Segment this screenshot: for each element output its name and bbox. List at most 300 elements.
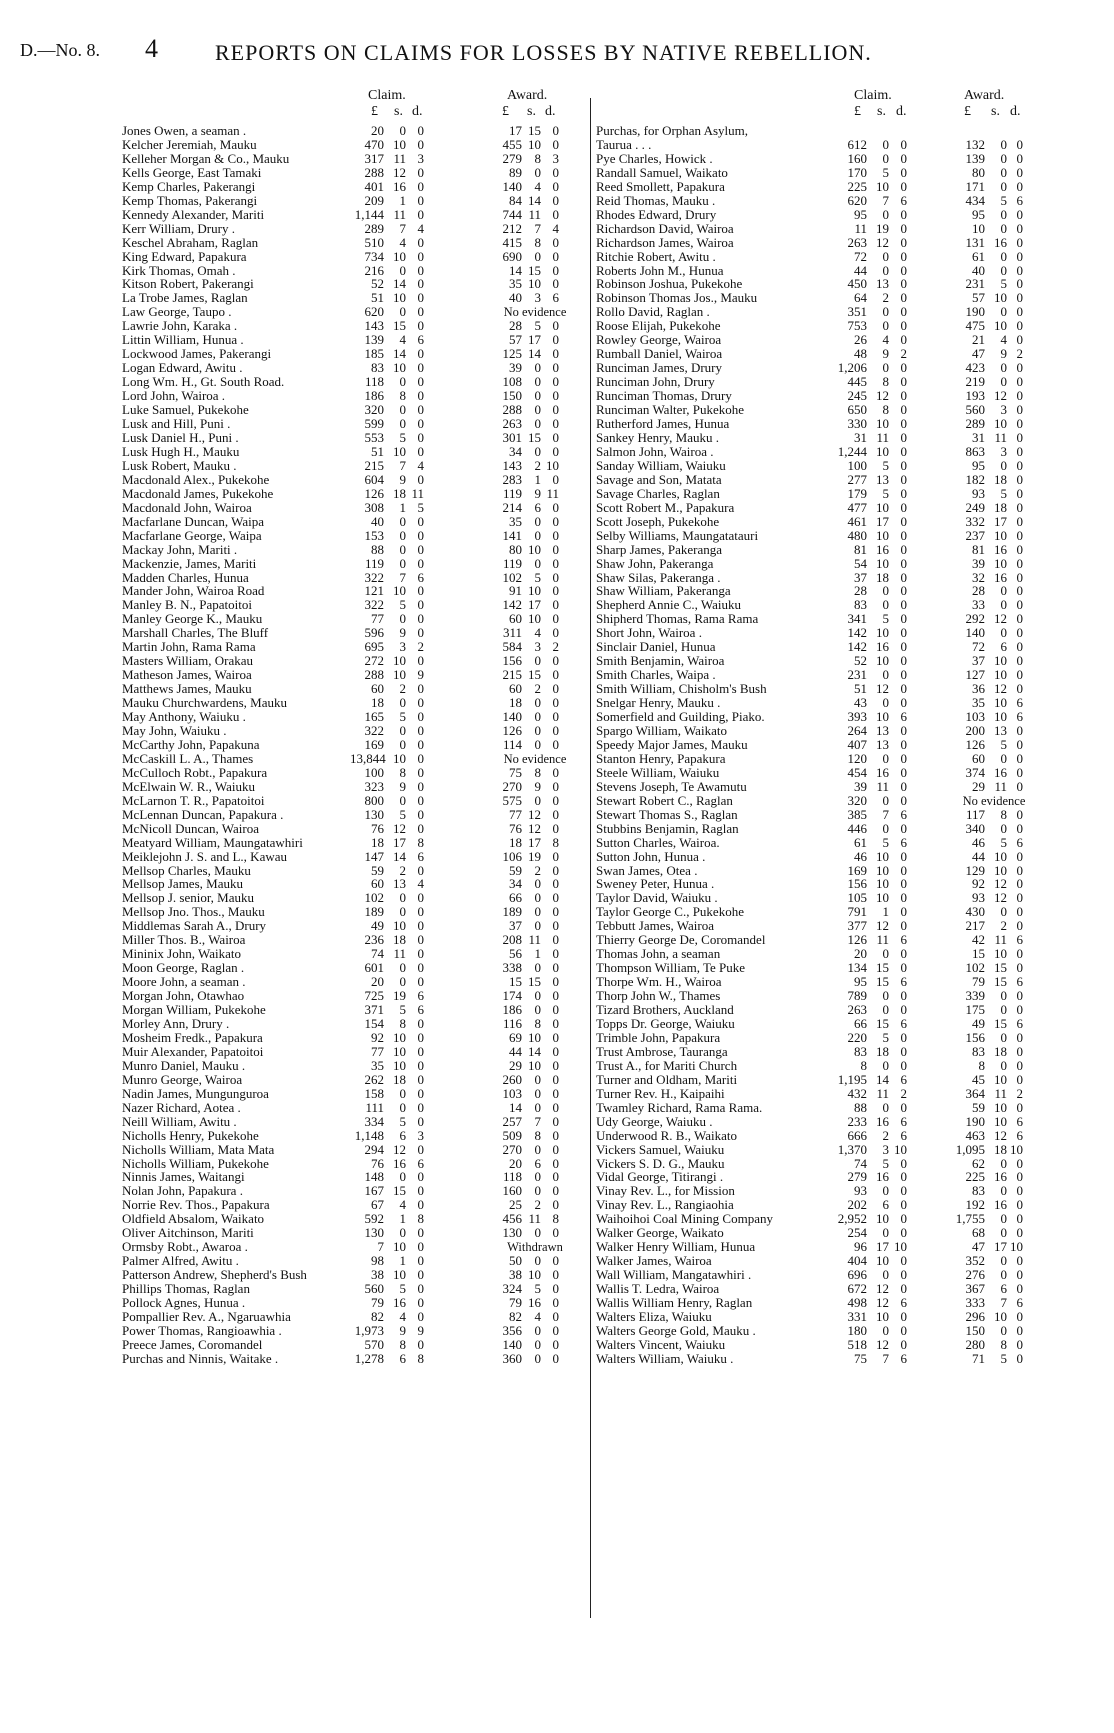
- table-row: [596, 152, 1060, 166]
- claimant-name: Stewart Robert C., Raglan: [596, 793, 733, 808]
- award-shillings: 19: [528, 848, 541, 864]
- claim-shillings: 11: [876, 1085, 889, 1101]
- award-pounds: 292: [965, 611, 985, 627]
- award-pounds: 20: [509, 1155, 522, 1171]
- claimant-name: Savage and Son, Matata: [596, 472, 722, 487]
- claim-pence: 0: [417, 262, 424, 278]
- award-shillings: 0: [1000, 583, 1007, 599]
- claim-shillings: 6: [882, 1197, 889, 1213]
- award-pence: 0: [1016, 1309, 1023, 1325]
- claimant-name: Tizard Brothers, Auckland: [596, 1003, 734, 1018]
- award-pounds: 270: [502, 778, 522, 794]
- award-shillings: 0: [534, 513, 541, 529]
- table-row: [122, 1129, 588, 1143]
- award-pounds: 455: [502, 136, 522, 152]
- table-row: [596, 640, 1060, 654]
- table-row: [122, 850, 588, 864]
- award-pounds: 215: [502, 667, 522, 683]
- table-row: [122, 905, 588, 919]
- claimant-name: Wallis William Henry, Raglan: [596, 1296, 753, 1311]
- claimant-name: Vidal George, Titirangi .: [596, 1170, 724, 1185]
- award-pence: 0: [1016, 513, 1023, 529]
- claim-shillings: 12: [876, 388, 889, 404]
- award-pounds: 140: [965, 625, 985, 641]
- award-shillings: 0: [534, 360, 541, 376]
- claim-shillings: 15: [876, 974, 889, 990]
- claim-pounds: 72: [854, 248, 867, 264]
- award-pence: 0: [552, 374, 559, 390]
- award-shillings: 11: [528, 932, 541, 948]
- claimant-name: Long Wm. H., Gt. South Road.: [122, 375, 285, 390]
- award-pounds: 91: [509, 583, 522, 599]
- claimant-name: Swan James, Otea .: [596, 863, 698, 878]
- claim-shillings: 8: [399, 764, 406, 780]
- award-pence: 0: [552, 918, 559, 934]
- award-pence: 0: [1016, 848, 1023, 864]
- table-row: [596, 1254, 1060, 1268]
- award-pence: 0: [552, 527, 559, 543]
- claim-pounds: 209: [364, 192, 384, 208]
- award-pounds: 83: [972, 1043, 985, 1059]
- award-pence: 0: [552, 681, 559, 697]
- claim-pounds: 130: [364, 806, 384, 822]
- award-pounds: 130: [502, 1225, 522, 1241]
- table-row: [596, 1073, 1060, 1087]
- claim-shillings: 0: [399, 792, 406, 808]
- award-shillings: 10: [994, 1099, 1007, 1115]
- claimant-name: Macfarlane George, Waipa: [122, 528, 262, 543]
- claim-pounds: 695: [364, 639, 384, 655]
- claim-shillings: 19: [876, 220, 889, 236]
- award-shillings: 10: [994, 416, 1007, 432]
- claim-pounds: 518: [847, 1336, 867, 1352]
- claim-pence: 0: [900, 988, 907, 1004]
- table-row: [122, 710, 588, 724]
- award-pounds: 114: [502, 736, 522, 752]
- award-shillings: 0: [1000, 597, 1007, 613]
- award-pence: 0: [552, 402, 559, 418]
- claimant-name: Morgan John, Otawhao: [122, 989, 245, 1004]
- award-pounds: 84: [509, 192, 522, 208]
- claim-pounds: 288: [364, 164, 384, 180]
- award-pence: 0: [1016, 1350, 1023, 1366]
- claimant-name: Sharp James, Pakeranga: [596, 542, 722, 557]
- claim-shillings: 12: [393, 1141, 406, 1157]
- claimant-name: Shaw John, Pakeranga: [596, 556, 714, 571]
- claim-pounds: 592: [364, 1211, 384, 1227]
- claim-shillings: 10: [876, 555, 889, 571]
- award-pounds: 340: [965, 820, 985, 836]
- table-row: [122, 445, 588, 459]
- award-pence: 0: [1016, 764, 1023, 780]
- claim-pounds: 28: [854, 583, 867, 599]
- claim-shillings: 0: [399, 695, 406, 711]
- table-row: [596, 571, 1060, 585]
- claim-shillings: 13: [876, 471, 889, 487]
- claim-shillings: 2: [399, 681, 406, 697]
- award-shillings: 8: [534, 764, 541, 780]
- claim-pence: 0: [900, 583, 907, 599]
- award-pounds: 89: [509, 164, 522, 180]
- claim-pence: 0: [900, 499, 907, 515]
- award-pence: 0: [552, 1281, 559, 1297]
- table-row: [122, 1170, 588, 1184]
- award-shillings: 0: [1000, 625, 1007, 641]
- award-pounds: 200: [965, 722, 985, 738]
- award-pence: 0: [1016, 429, 1023, 445]
- claimant-name: Trust A., for Mariti Church: [596, 1058, 738, 1073]
- award-pounds: 192: [965, 1197, 985, 1213]
- claim-pounds: 118: [364, 374, 384, 390]
- claim-pence: 2: [900, 346, 907, 362]
- claim-pence: 6: [417, 332, 424, 348]
- claim-pounds: 791: [847, 904, 867, 920]
- table-row: [596, 138, 1060, 152]
- award-pounds: 28: [972, 583, 985, 599]
- table-row: [122, 584, 588, 598]
- award-pence: 0: [1016, 750, 1023, 766]
- table-row: [596, 654, 1060, 668]
- claim-pence: 0: [417, 862, 424, 878]
- award-pounds: 60: [509, 611, 522, 627]
- award-shillings: 0: [1000, 820, 1007, 836]
- claim-shillings: 16: [876, 1169, 889, 1185]
- award-pounds: 131: [965, 234, 985, 250]
- claim-pence: 0: [417, 1295, 424, 1311]
- claim-shillings: 7: [882, 1350, 889, 1366]
- award-pence: 0: [552, 360, 559, 376]
- claim-shillings: 0: [882, 1183, 889, 1199]
- claim-pounds: 18: [371, 834, 384, 850]
- table-row: [596, 1059, 1060, 1073]
- award-pounds: 82: [509, 1309, 522, 1325]
- award-pounds: 249: [965, 499, 985, 515]
- table-row: [122, 654, 588, 668]
- claim-shillings: 5: [399, 709, 406, 725]
- award-shillings: 14: [528, 192, 541, 208]
- claim-pounds: 98: [371, 1253, 384, 1269]
- claim-pounds: 432: [847, 1085, 867, 1101]
- claim-pence: 0: [900, 276, 907, 292]
- award-pence: 2: [552, 639, 559, 655]
- claim-pounds: 11: [854, 220, 867, 236]
- award-shillings: 0: [534, 1169, 541, 1185]
- table-row: [596, 822, 1060, 836]
- award-pounds: 415: [502, 234, 522, 250]
- claim-pence: 6: [900, 1071, 907, 1087]
- award-pence: 0: [1016, 653, 1023, 669]
- table-row: [122, 152, 588, 166]
- claim-pounds: 43: [854, 695, 867, 711]
- claim-pence: 0: [900, 416, 907, 432]
- claimant-name: McCulloch Robt., Papakura: [122, 765, 268, 780]
- claimant-name: Vickers S. D. G., Mauku: [596, 1156, 725, 1171]
- claim-pence: 0: [417, 1029, 424, 1045]
- claim-pence: 0: [900, 1197, 907, 1213]
- claim-pence: 6: [900, 834, 907, 850]
- claim-pounds: 61: [854, 834, 867, 850]
- claim-pounds: 153: [364, 527, 384, 543]
- claim-heading: Claim.: [368, 88, 406, 103]
- claim-pounds: 83: [854, 597, 867, 613]
- claim-pence: 0: [900, 736, 907, 752]
- table-row: [122, 864, 588, 878]
- claim-pence: 3: [417, 1127, 424, 1143]
- award-pence: 0: [552, 667, 559, 683]
- claim-shillings: 0: [882, 1225, 889, 1241]
- award-pence: 0: [552, 1309, 559, 1325]
- claim-pence: 0: [900, 681, 907, 697]
- pounds-heading: £: [964, 104, 971, 119]
- claim-pence: 0: [417, 904, 424, 920]
- claimant-name: Twamley Richard, Rama Rama.: [596, 1100, 763, 1115]
- award-pounds: 35: [972, 695, 985, 711]
- award-pounds: 35: [509, 276, 522, 292]
- claimant-name: Kells George, East Tamaki: [122, 165, 262, 180]
- claim-pounds: 67: [371, 1197, 384, 1213]
- award-pounds: 456: [502, 1211, 522, 1227]
- table-row: [596, 612, 1060, 626]
- claim-shillings: 12: [876, 234, 889, 250]
- claim-pence: 0: [417, 681, 424, 697]
- claim-pence: 0: [417, 709, 424, 725]
- table-row: [122, 459, 588, 473]
- claim-pence: 0: [417, 471, 424, 487]
- claim-pence: 0: [900, 1322, 907, 1338]
- award-pounds: 40: [509, 290, 522, 306]
- claim-shillings: 0: [399, 1169, 406, 1185]
- award-pence: 0: [1016, 276, 1023, 292]
- claim-pence: 0: [417, 192, 424, 208]
- award-pounds: 193: [965, 388, 985, 404]
- table-row: [596, 557, 1060, 571]
- claim-pounds: 100: [847, 457, 867, 473]
- table-row: [122, 668, 588, 682]
- claim-pence: 0: [417, 625, 424, 641]
- table-row: [596, 919, 1060, 933]
- award-pounds: 10: [972, 220, 985, 236]
- claim-pounds: 320: [364, 402, 384, 418]
- award-pence: 0: [1016, 569, 1023, 585]
- award-pence: 0: [1016, 862, 1023, 878]
- award-pence: 0: [552, 764, 559, 780]
- claimant-name: Rhodes Edward, Drury: [596, 207, 717, 222]
- award-note: No evidence: [962, 793, 1026, 808]
- claimant-name: McElwain W. R., Waiuku: [122, 779, 256, 794]
- claimant-name: Smith William, Chisholm's Bush: [596, 682, 767, 697]
- claimant-name: Wall William, Mangatawhiri .: [596, 1268, 752, 1283]
- claimant-name: Vinay Rev. L., for Mission: [596, 1184, 735, 1199]
- award-pence: 0: [552, 876, 559, 892]
- award-pence: 0: [552, 1322, 559, 1338]
- award-pence: 0: [1016, 374, 1023, 390]
- claim-shillings: 12: [876, 1281, 889, 1297]
- claim-shillings: 5: [882, 834, 889, 850]
- claim-shillings: 10: [876, 443, 889, 459]
- claimant-name: Meiklejohn J. S. and L., Kawau: [122, 849, 288, 864]
- award-pence: 0: [552, 178, 559, 194]
- claim-shillings: 16: [393, 1155, 406, 1171]
- claim-pounds: 220: [847, 1029, 867, 1045]
- table-row: [596, 1170, 1060, 1184]
- claim-pence: 6: [417, 988, 424, 1004]
- claim-shillings: 5: [399, 429, 406, 445]
- claim-pounds: 46: [854, 848, 867, 864]
- award-pounds: 18: [509, 834, 522, 850]
- award-pence: 0: [1016, 611, 1023, 627]
- award-shillings: 0: [1000, 136, 1007, 152]
- claim-pence: 0: [900, 862, 907, 878]
- claim-pence: 0: [417, 932, 424, 948]
- award-shillings: 0: [534, 876, 541, 892]
- claimant-name: Kirk Thomas, Omah .: [122, 263, 236, 278]
- table-row: [122, 543, 588, 557]
- award-shillings: 12: [528, 806, 541, 822]
- claimant-name: Ninnis James, Waitangi: [122, 1170, 245, 1185]
- table-row: [122, 682, 588, 696]
- claim-shillings: 5: [399, 597, 406, 613]
- claim-pence: 0: [417, 429, 424, 445]
- claimant-name: Kelleher Morgan & Co., Mauku: [122, 151, 290, 166]
- claim-shillings: 0: [882, 1322, 889, 1338]
- claim-pounds: 35: [371, 1057, 384, 1073]
- award-pounds: 156: [502, 653, 522, 669]
- table-row: [122, 417, 588, 431]
- claimant-name: Scott Joseph, Pukekohe: [596, 514, 720, 529]
- table-row: [596, 389, 1060, 403]
- claim-pence: 0: [900, 555, 907, 571]
- claim-shillings: 4: [399, 332, 406, 348]
- award-pence: 0: [552, 1085, 559, 1101]
- table-row: [122, 529, 588, 543]
- claimant-name: Selby Williams, Maungatatauri: [596, 528, 759, 543]
- claim-pounds: 38: [371, 1267, 384, 1283]
- table-row: [596, 710, 1060, 724]
- award-shillings: 4: [534, 625, 541, 641]
- award-pence: 0: [552, 848, 559, 864]
- claim-shillings: 10: [876, 653, 889, 669]
- award-shillings: 14: [528, 346, 541, 362]
- claim-pence: 0: [900, 946, 907, 962]
- award-shillings: 6: [1000, 1281, 1007, 1297]
- award-pounds: 79: [972, 974, 985, 990]
- claim-pence: 0: [417, 346, 424, 362]
- claimant-name: Kemp Charles, Pakerangi: [122, 179, 256, 194]
- table-row: [596, 515, 1060, 529]
- left-column-header: [122, 88, 588, 124]
- claimant-name: Littin William, Hunua .: [122, 333, 244, 348]
- table-row: [596, 1338, 1060, 1352]
- claim-shillings: 0: [399, 1085, 406, 1101]
- award-pounds: 257: [502, 1113, 522, 1129]
- table-row: [122, 222, 588, 236]
- claim-pence: 0: [417, 1309, 424, 1325]
- award-shillings: 0: [534, 890, 541, 906]
- award-shillings: 6: [1000, 639, 1007, 655]
- award-pounds: 175: [965, 1002, 985, 1018]
- claimant-name: Underwood R. B., Waikato: [596, 1128, 737, 1143]
- award-shillings: 1: [534, 946, 541, 962]
- award-pence: 0: [552, 597, 559, 613]
- table-row: [596, 682, 1060, 696]
- claim-pounds: 225: [847, 178, 867, 194]
- award-pence: 0: [552, 904, 559, 920]
- claim-pence: 6: [900, 1113, 907, 1129]
- claimant-name: Scott Robert M., Papakura: [596, 500, 735, 515]
- award-shillings: 12: [994, 1127, 1007, 1143]
- pounds-heading: £: [502, 104, 509, 119]
- claim-pounds: 170: [847, 164, 867, 180]
- award-pounds: 575: [502, 792, 522, 808]
- claim-pounds: 450: [847, 276, 867, 292]
- claim-pence: 0: [417, 1225, 424, 1241]
- award-shillings: 8: [534, 1127, 541, 1143]
- claim-shillings: 0: [882, 136, 889, 152]
- award-shillings: 18: [994, 499, 1007, 515]
- claim-pounds: 1,206: [837, 360, 867, 376]
- award-pence: 10: [1010, 1239, 1023, 1255]
- claimant-name: Vinay Rev. L., Rangiaohia: [596, 1198, 734, 1213]
- claim-pence: 0: [417, 164, 424, 180]
- claim-shillings: 2: [882, 290, 889, 306]
- claim-shillings: 0: [882, 1002, 889, 1018]
- award-shillings: 17: [528, 834, 541, 850]
- table-row: [122, 1101, 588, 1115]
- award-shillings: 0: [1000, 178, 1007, 194]
- award-pounds: 1,095: [955, 1141, 985, 1157]
- award-pence: 0: [552, 583, 559, 599]
- award-shillings: 16: [994, 541, 1007, 557]
- claim-pounds: 51: [371, 290, 384, 306]
- award-note: Withdrawn: [507, 1240, 563, 1255]
- claimant-name: La Trobe James, Raglan: [122, 291, 248, 306]
- claim-pounds: 401: [364, 178, 384, 194]
- claim-pounds: 1,370: [837, 1141, 867, 1157]
- award-pence: 0: [1016, 722, 1023, 738]
- award-shillings: 0: [1000, 220, 1007, 236]
- award-pounds: 61: [972, 248, 985, 264]
- award-pounds: 338: [502, 960, 522, 976]
- award-pence: 6: [1016, 1113, 1023, 1129]
- award-pence: 0: [1016, 248, 1023, 264]
- claim-pounds: 334: [364, 1113, 384, 1129]
- claim-pence: 6: [900, 1295, 907, 1311]
- award-pounds: 301: [502, 429, 522, 445]
- claim-pence: 0: [900, 597, 907, 613]
- left-column: [122, 88, 588, 1366]
- award-pounds: 117: [965, 806, 985, 822]
- claim-shillings: 0: [882, 667, 889, 683]
- award-pounds: 276: [965, 1267, 985, 1283]
- award-shillings: 8: [1000, 1336, 1007, 1352]
- claimant-name: Nazer Richard, Aotea .: [122, 1100, 241, 1115]
- claim-shillings: 0: [399, 374, 406, 390]
- award-pounds: 237: [965, 527, 985, 543]
- claimant-name: Munro Daniel, Mauku .: [122, 1058, 246, 1073]
- claimant-name: Lusk Robert, Mauku .: [122, 458, 237, 473]
- award-pence: 0: [552, 1350, 559, 1366]
- claim-shillings: 16: [876, 639, 889, 655]
- award-pence: 0: [1016, 220, 1023, 236]
- award-pence: 0: [1016, 667, 1023, 683]
- award-pence: 0: [552, 1141, 559, 1157]
- award-pence: 0: [552, 1113, 559, 1129]
- award-pence: 0: [1016, 960, 1023, 976]
- claim-pence: 0: [900, 234, 907, 250]
- table-row: [596, 1129, 1060, 1143]
- award-shillings: 0: [1000, 1211, 1007, 1227]
- claim-pence: 0: [900, 1029, 907, 1045]
